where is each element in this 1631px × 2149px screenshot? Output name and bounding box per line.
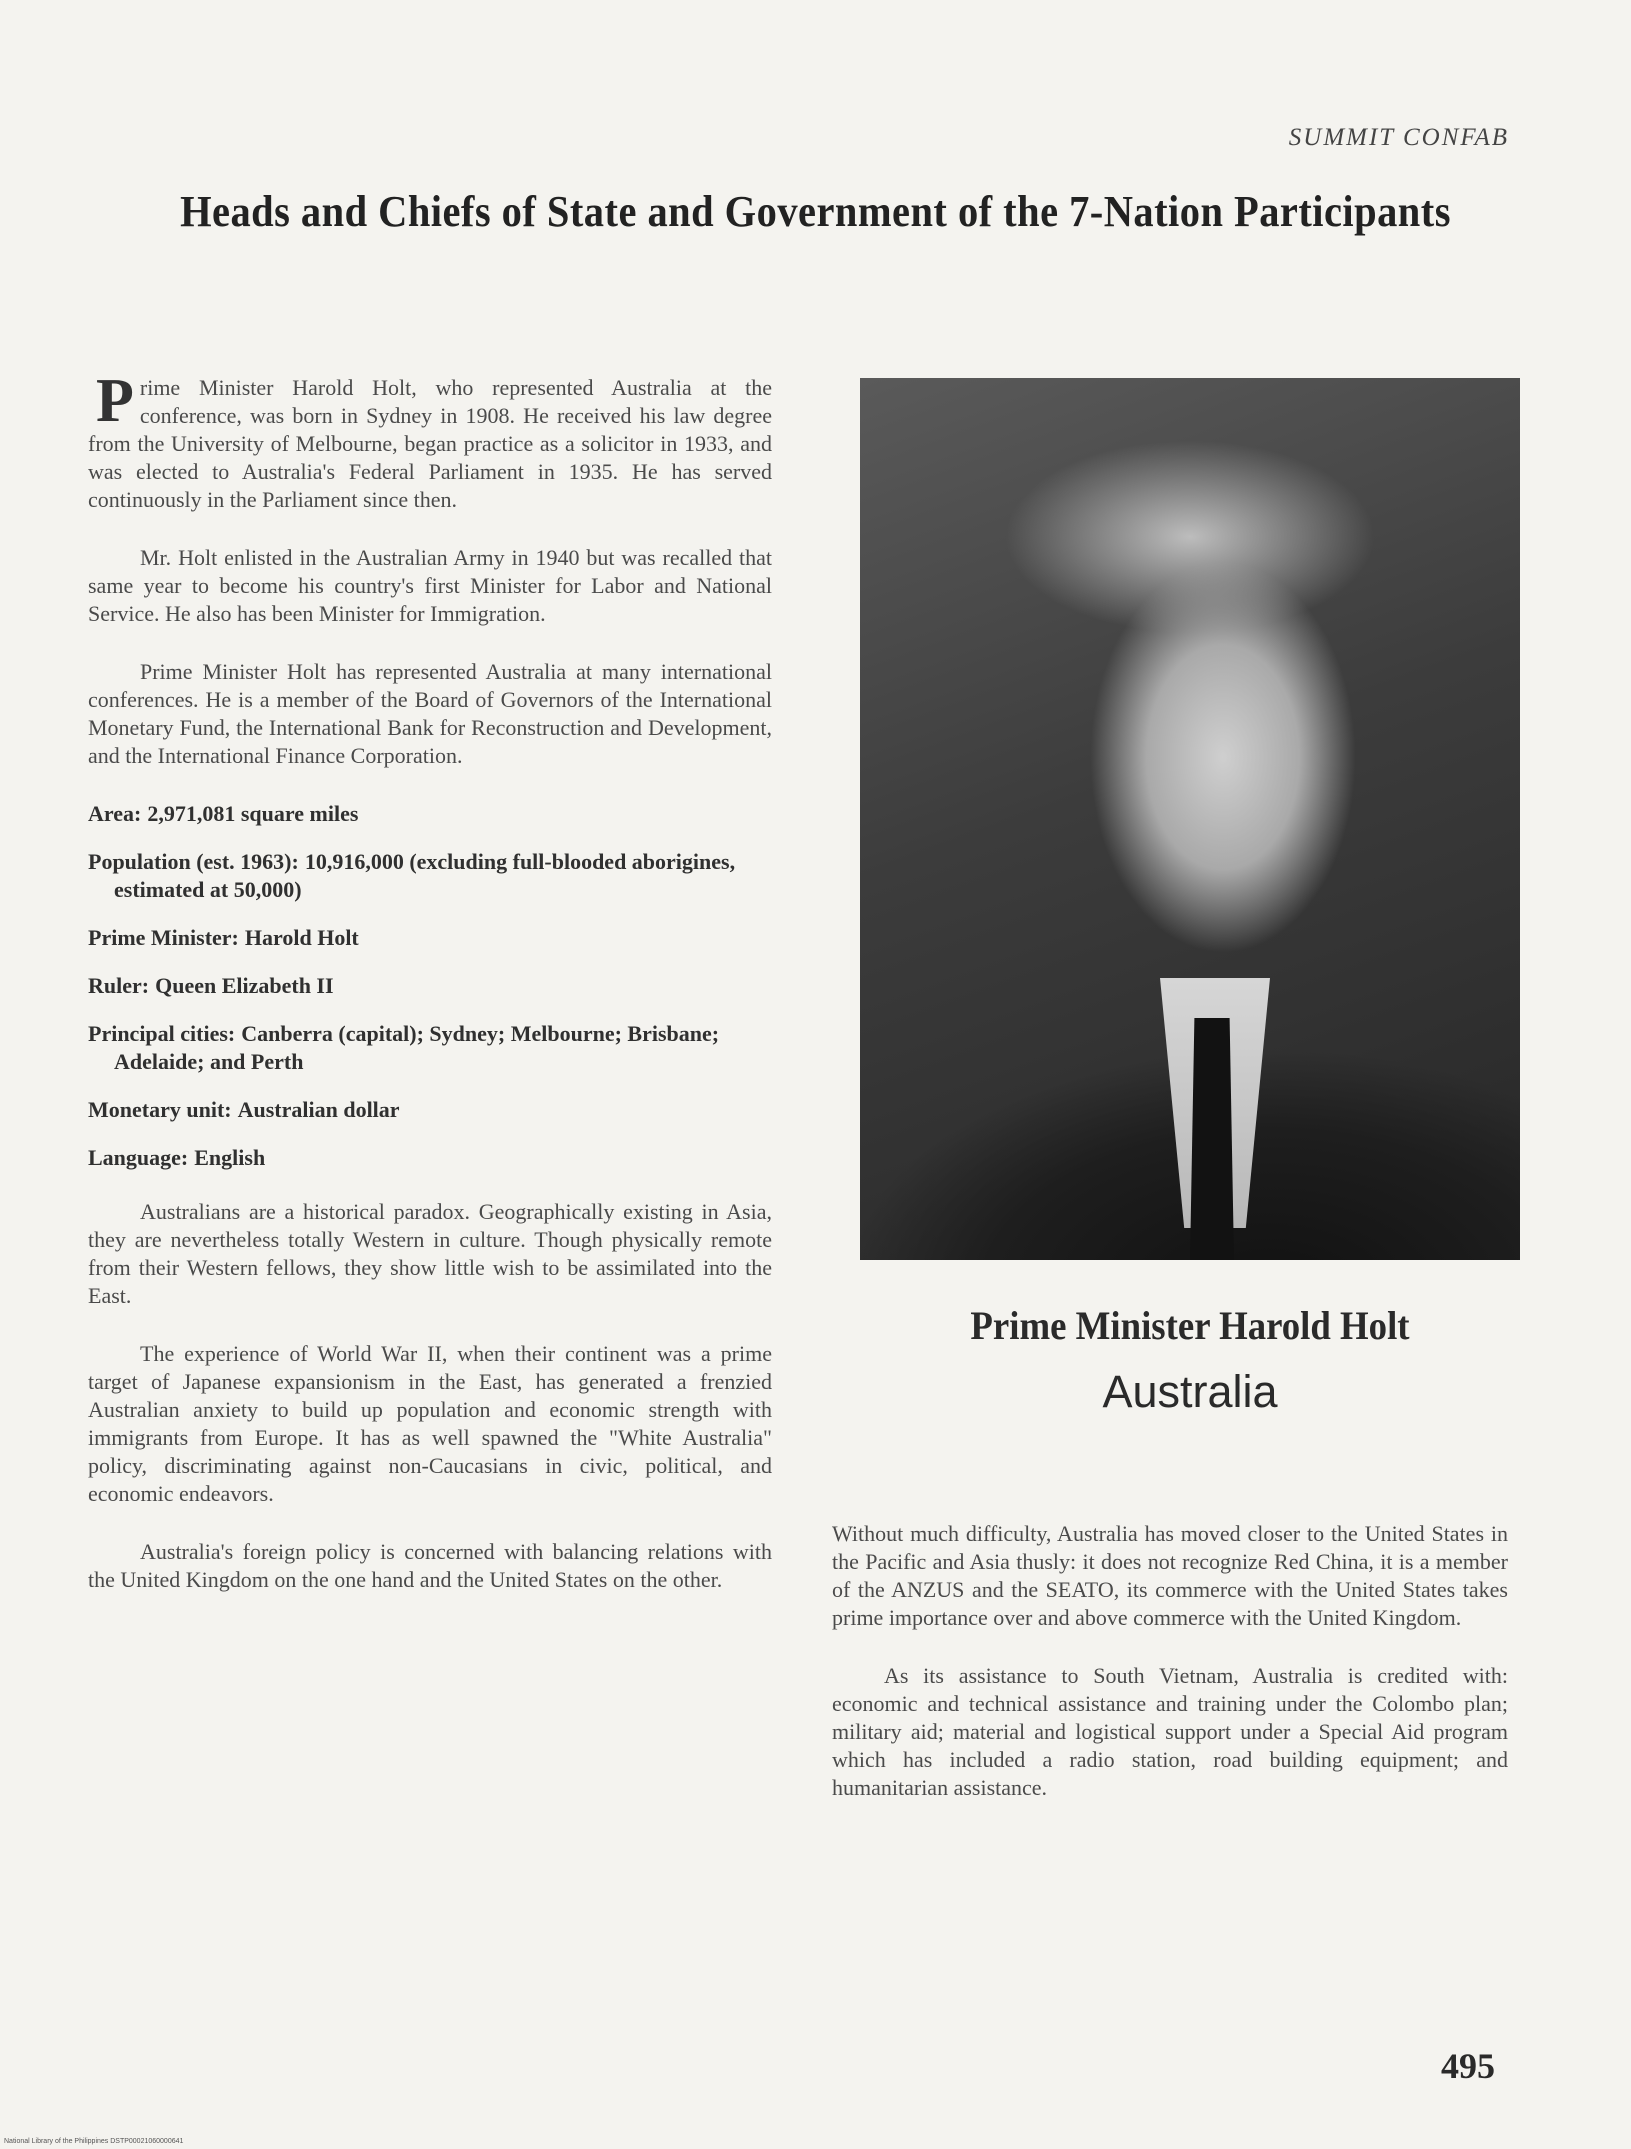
fact-label: Language: [88,1145,189,1170]
photo-caption-name: Prime Minister Harold Holt [970,1303,1410,1348]
fact-area [88,800,772,828]
body-paragraph: As its assistance to South Vietnam, Australia is credited with: economic and technical assistance and training under the Colombo plan; military aid; material and logistical support under a Special Aid program which has included a radio station, road building equipment; and humanitarian assistance. [832,1663,1508,1800]
fact-value: 2,971,081 square miles [147,801,359,826]
fact-value: Harold Holt [244,925,359,950]
body-paragraph: Prime Minister Holt has represented Australia at many international conferences. He is a member of the Board of Governors of the International Monetary Fund, the International Bank for Reconstruction and Development, and the International Finance Corporation. [88,659,772,768]
fact-label: Area: [88,801,142,826]
fact-value: Canberra (capital); Sydney; Melbourne; Brisbane; Adelaide; and Perth [114,1021,720,1074]
left-column [88,367,772,1624]
photo-caption-country: Australia [1102,1366,1278,1417]
fact-label: Ruler: [88,973,150,998]
fact-prime-minister [88,924,772,952]
fact-value: Queen Elizabeth II [155,973,334,998]
fact-label: Monetary unit: [88,1097,232,1122]
drop-cap: P [96,367,134,435]
right-column [832,1520,1508,1832]
fact-monetary-unit [88,1096,772,1124]
page-number: 495 [1441,2046,1495,2086]
body-paragraph: Australians are a historical paradox. Geographically existing in Asia, they are nevertheless totally Western in culture. Though physically remote from their Western fellows, they show little wish to be assimilated into the East. [88,1199,772,1308]
fact-principal-cities [88,1020,772,1076]
body-paragraph: Australia's foreign policy is concerned with balancing relations with the United Kingdom on the one hand and the United States on the other. [88,1539,772,1592]
fact-value: Australian dollar [237,1097,400,1122]
fact-value: English [194,1145,266,1170]
intro-paragraph [88,367,772,514]
fact-list [88,800,772,1172]
body-paragraph: Without much difficulty, Australia has moved closer to the United States in the Pacific and Asia thusly: it does not recognize Red China, it is a member of the ANZUS and the SEATO, its commerce with the United States takes prime importance over and above commerce with the United Kingdom. [832,1521,1508,1630]
body-paragraph: The experience of World War II, when their continent was a prime target of Japanese expansionism in the East, has generated a frenzied Australian anxiety to build up population and economic strength with immigrants from Europe. It has as well spawned the "White Australia" policy, discriminating against non-Caucasians in civic, political, and economic endeavors. [88,1341,772,1506]
fact-label: Population (est. 1963): [88,849,299,874]
fact-language [88,1144,772,1172]
page-title: Heads and Chiefs of State and Government of the 7-Nation Participants [180,187,1451,236]
intro-text: rime Minister Harold Holt, who represented Australia at the conference, was born in Sydney in 1908. He received his law degree from the University of Melbourne, began practice as a solicitor in 1933, and was elected to Australia's Federal Parliament in 1935. He has served continuously in the Parliament since then. [88,375,772,512]
fact-ruler [88,972,772,1000]
fact-value: 10,916,000 (excluding full-blooded aborigines, estimated at 50,000) [114,849,736,902]
body-paragraph: Mr. Holt enlisted in the Australian Army in 1940 but was recalled that same year to become his country's first Minister for Labor and National Service. He also has been Minister for Immigration. [88,545,772,626]
scan-footer-meta: National Library of the Philippines DSTP00021060000641 [4,2138,184,2145]
fact-label: Prime Minister: [88,925,239,950]
fact-label: Principal cities: [88,1021,236,1046]
section-tag: SUMMIT CONFAB [1288,124,1509,151]
fact-population [88,848,772,904]
portrait-photo [860,378,1520,1260]
portrait-tie [1190,1018,1234,1260]
